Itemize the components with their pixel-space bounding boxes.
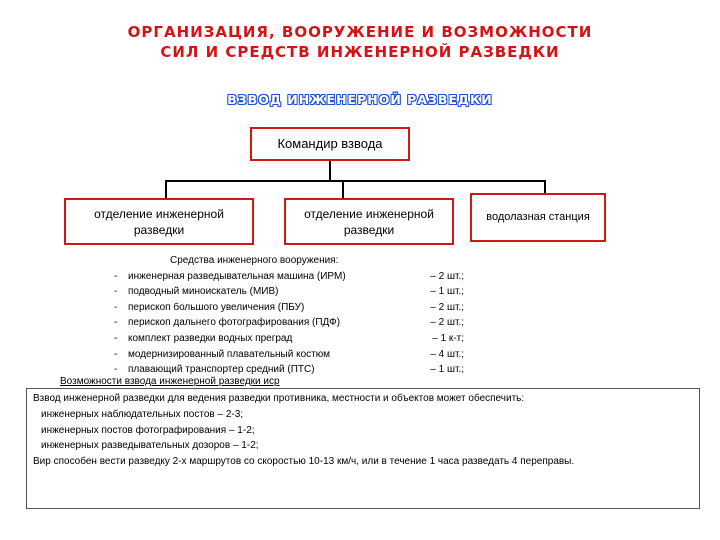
equipment-row xyxy=(114,315,464,331)
connector-drop-center xyxy=(342,180,344,198)
equipment-qty: – 1 шт.; xyxy=(430,364,464,376)
equipment-name: инженерная разведывательная машина (ИРМ) xyxy=(128,270,346,282)
equipment-row xyxy=(114,331,464,347)
capabilities-intro: Взвод инженерной разведки для ведения разведки противника, местности и объектов может обеспечить: xyxy=(33,393,525,404)
equipment-qty: – 2 шт.; xyxy=(430,301,464,313)
capabilities-summary: Вир способен вести разведку 2-х маршрутов со скоростью 10-13 км/ч, или в течение 1 часа разведать 4 переправы. xyxy=(33,456,575,468)
connector-drop-left xyxy=(165,180,167,198)
equipment-header: Средства инженерного вооружения: xyxy=(170,255,339,266)
capability-item: инженерных постов фотографирования – 1-2; xyxy=(41,424,255,436)
bullet-dash: - xyxy=(114,364,118,376)
capability-item: инженерных наблюдательных постов – 2-3; xyxy=(41,408,244,420)
bullet-dash: - xyxy=(114,317,118,329)
equipment-qty: – 2 шт.; xyxy=(430,317,464,329)
unit-label-3: водолазная станция xyxy=(486,211,590,223)
title-line-1: ОРГАНИЗАЦИЯ, ВООРУЖЕНИЕ И ВОЗМОЖНОСТИ xyxy=(127,23,593,41)
equipment-name: комплект разведки водных преград xyxy=(128,332,293,344)
equipment-qty: – 4 шт.; xyxy=(430,348,464,360)
equipment-row xyxy=(114,269,464,285)
unit-label-2: отделение инженерной разведки xyxy=(304,206,434,237)
bullet-dash: - xyxy=(114,270,118,282)
subtitle: ВЗВОД ИНЖЕНЕРНОЙ РАЗВЕДКИ xyxy=(227,92,493,107)
equipment-row xyxy=(114,347,464,363)
equipment-row xyxy=(114,284,464,300)
bullet-dash: - xyxy=(114,286,118,298)
unit-box-3 xyxy=(470,193,606,242)
equipment-name: подводный миноискатель (МИВ) xyxy=(128,286,279,298)
bullet-dash: - xyxy=(114,348,118,360)
capabilities-box xyxy=(26,388,700,509)
equipment-qty: – 1 к-т; xyxy=(432,332,464,344)
unit-label-1: отделение инженерной разведки xyxy=(94,206,224,237)
capabilities-title: Возможности взвода инженерной разведки иср xyxy=(60,376,280,387)
equipment-name: перископ дальнего фотографирования (ПДФ) xyxy=(128,317,341,329)
connector-vertical-top xyxy=(329,161,331,181)
equipment-row xyxy=(114,300,464,316)
commander-label: Командир взвода xyxy=(277,136,383,151)
title-line-2: СИЛ И СРЕДСТВ ИНЖЕНЕРНОЙ РАЗВЕДКИ xyxy=(160,43,560,61)
bullet-dash: - xyxy=(114,332,118,344)
equipment-name: плавающий транспортер средний (ПТС) xyxy=(128,364,315,376)
equipment-qty: – 1 шт.; xyxy=(430,286,464,298)
unit-box-2 xyxy=(284,198,454,245)
bullet-dash: - xyxy=(114,301,118,313)
commander-box xyxy=(250,127,410,161)
equipment-qty: – 2 шт.; xyxy=(430,270,464,282)
equipment-name: модернизированный плавательный костюм xyxy=(128,348,330,360)
capability-item: инженерных разведывательных дозоров – 1-2; xyxy=(41,440,259,452)
equipment-name: перископ большого увеличения (ПБУ) xyxy=(128,301,305,313)
equipment-list xyxy=(114,253,464,378)
unit-box-1 xyxy=(64,198,254,245)
connector-drop-right xyxy=(544,180,546,193)
connector-horizontal xyxy=(165,180,546,182)
